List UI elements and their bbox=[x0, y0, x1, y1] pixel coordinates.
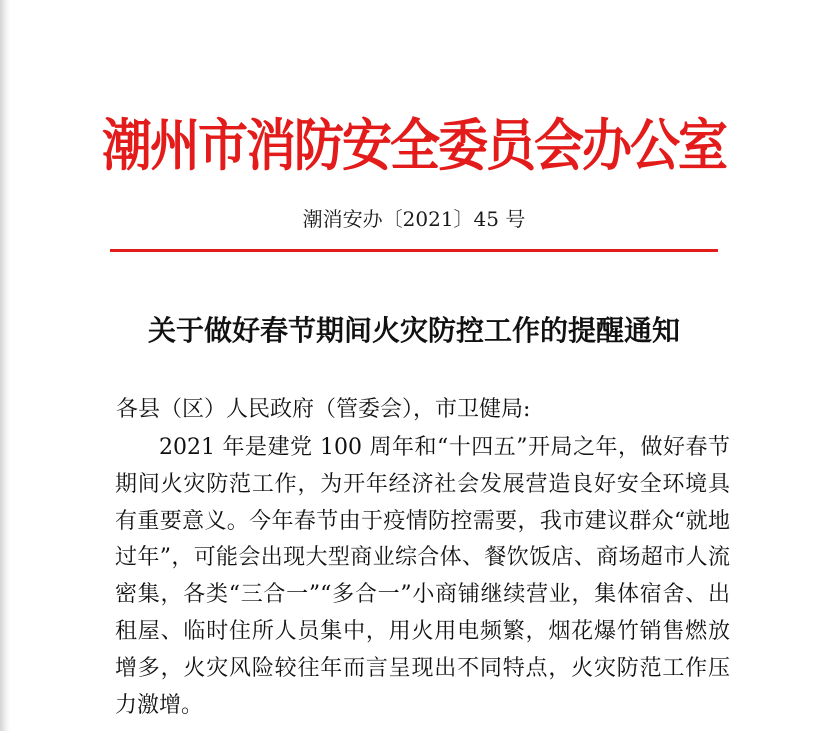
notice-title: 关于做好春节期间火灾防控工作的提醒通知 bbox=[147, 314, 680, 347]
addressee-line: 各县（区）人民政府（管委会），市卫健局: bbox=[116, 397, 531, 422]
body-paragraph: 2021 年是建党 100 周年和“十四五”开局之年，做好春节期间火灾防范工作，为开年经济社会发展营造良好安全环境具有重要意义。今年春节由于疫情防控需要，我市建议群众“就地过年”，可能会出现大型商业综合体、餐饮饭店、商场超市人流密集，各类“三合一”“多合一”小商铺继续营业，集体宿舍、出租屋、临时住所人员集中，用火用电频繁，烟花爆竹销售燃放增多，火灾风险较往年而言呈现出不同特点，火灾防范工作压力激增。 bbox=[115, 435, 730, 718]
issuing-office-header: 潮州市消防安全委员会办公室 bbox=[102, 112, 726, 179]
red-divider-line bbox=[110, 249, 718, 252]
document-number: 潮消安办〔2021〕45 号 bbox=[302, 207, 526, 231]
